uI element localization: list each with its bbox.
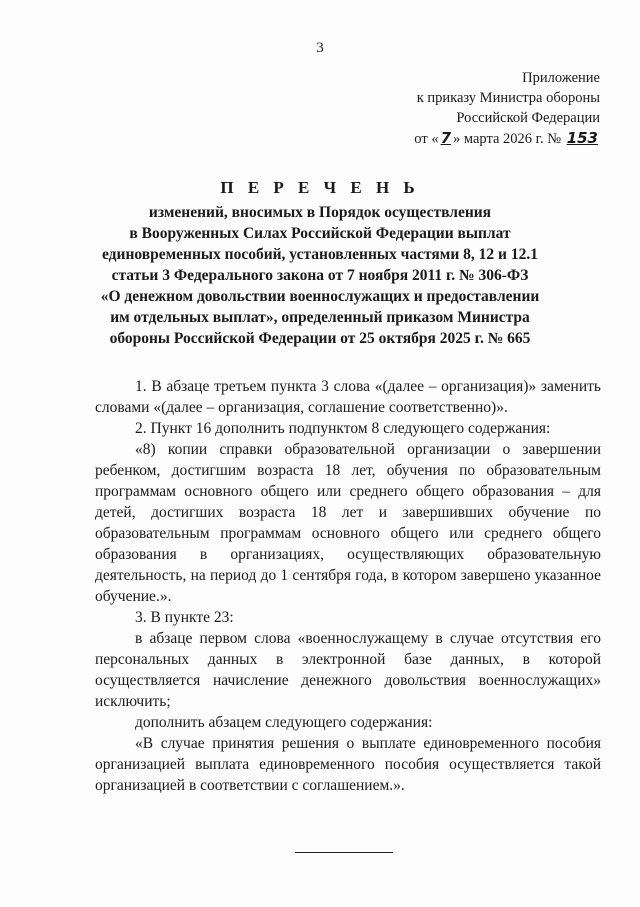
heading-line: статьи 3 Федерального закона от 7 ноября 2011 г. № 306-ФЗ	[111, 267, 529, 284]
item-3-paragraph: 3. В пункте 23:	[135, 609, 234, 626]
heading-line: в Вооруженных Силах Российской Федерации выплат	[129, 225, 511, 242]
page-number: 3	[316, 40, 324, 56]
item-2-quote-paragraph: «8) копии справки образовательной организации о завершении ребенком, достигшим возраста 18 лет, обучения по образовательным программам основного общего или среднего общего образования – для детей, достигших возраста 18 лет и завершивших обучение по образовательным программам основного общего или среднего общего образования в организациях, осуществляющих образовательную деятельность, на период до 1 сентября года, в котором завершено указанное обучение.».	[95, 441, 601, 605]
heading-line: им отдельных выплат», определенный приказом Министра	[110, 309, 530, 326]
appendix-date-line	[370, 128, 600, 149]
item-3-second-paragraph: дополнить абзацем следующего содержания:	[135, 714, 433, 731]
appendix-line-1: Приложение	[522, 70, 600, 86]
handwritten-day: 7	[440, 129, 452, 147]
heading-title: П Е Р Е Ч Е Н Ь	[220, 178, 420, 197]
handwritten-order-number: 153	[566, 129, 598, 147]
date-middle: » марта 2026 г. №	[453, 131, 562, 147]
appendix-line-3: Российской Федерации	[456, 110, 600, 126]
item-3-first-paragraph: в абзаце первом слова «военнослужащему в случае отсутствия его персональных данных в электронной базе данных, в которой осуществляется начисление денежного довольствия военнослужащих» исключить;	[95, 630, 601, 710]
document-heading	[60, 178, 580, 349]
appendix-line-2: к приказу Министра обороны	[416, 90, 600, 106]
item-2-paragraph: 2. Пункт 16 дополнить подпунктом 8 следующего содержания:	[135, 420, 551, 437]
heading-line: единовременных пособий, установленных частями 8, 12 и 12.1	[102, 246, 538, 263]
heading-line: обороны Российской Федерации от 25 октября 2025 г. № 665	[109, 330, 531, 347]
heading-line: изменений, вносимых в Порядок осуществления	[148, 204, 492, 221]
item-1-paragraph: 1. В абзаце третьем пункта 3 слова «(далее – организация)» заменить словами «(далее – организация, соглашение соответственно)».	[95, 378, 601, 416]
heading-line: «О денежном довольствии военнослужащих и предоставлении	[100, 288, 540, 305]
end-divider	[295, 852, 393, 853]
date-prefix: от «	[414, 131, 439, 147]
document-body	[95, 376, 601, 796]
item-3-quote-paragraph: «В случае принятия решения о выплате единовременного пособия организацией выплата единовременного пособия осуществляется такой организацией в соответствии с соглашением.».	[95, 735, 601, 794]
appendix-block	[370, 68, 600, 149]
